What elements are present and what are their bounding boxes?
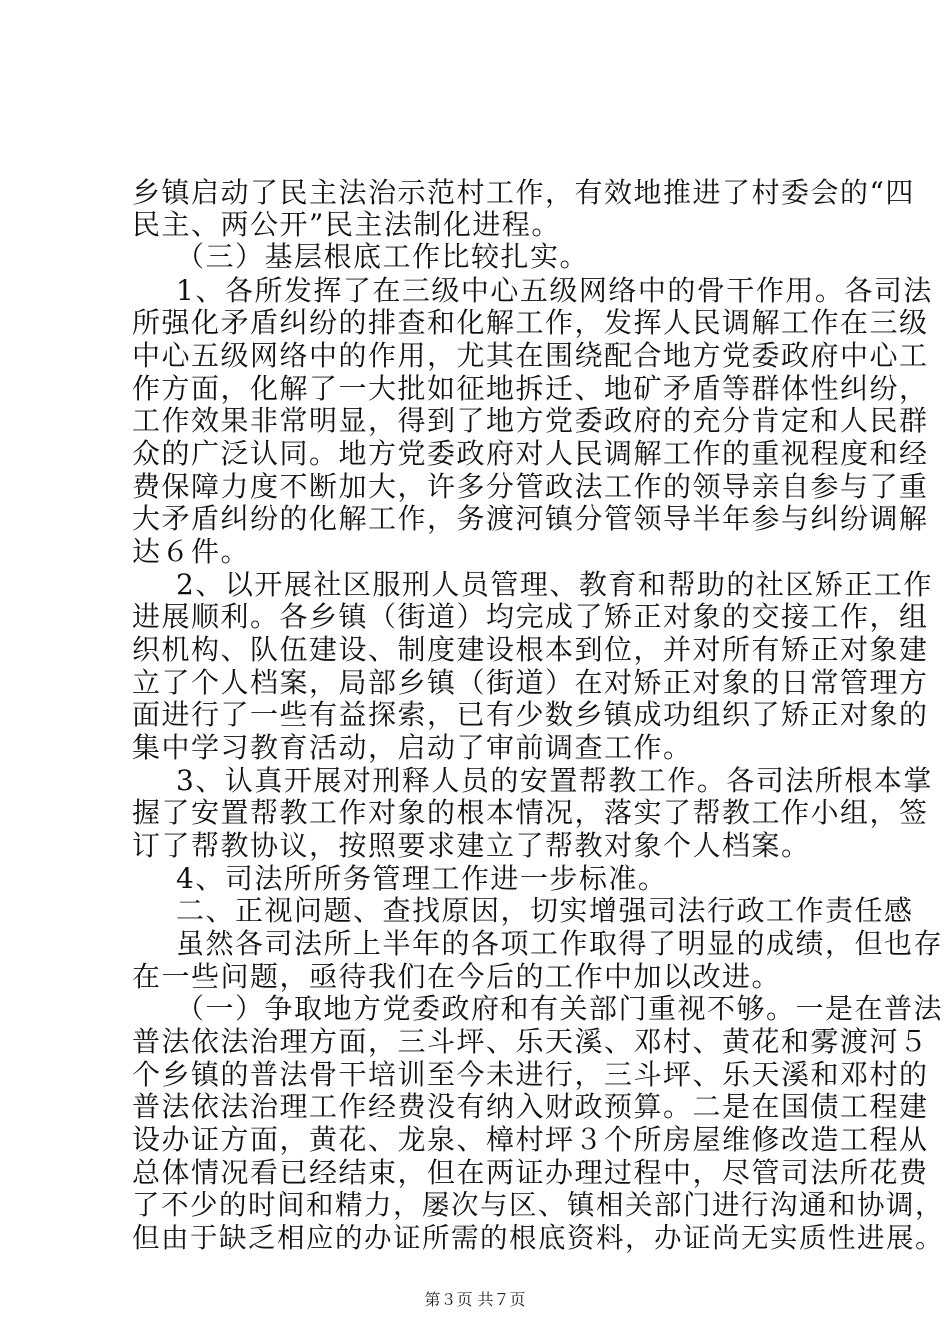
text-line: （一）争取地方党委政府和有关部门重视不够。一是在普法 (176, 992, 944, 1025)
text-line: 握了安置帮教工作对象的根本情况，落实了帮教工作小组，签 (132, 796, 929, 829)
text-line: 4、司法所所务管理工作进一步标准。 (176, 862, 668, 895)
text-line: 普法依法治理工作经费没有纳入财政预算。二是在国债工程建 (132, 1090, 929, 1123)
text-line: 3、认真开展对刑释人员的安置帮教工作。各司法所根本掌 (176, 764, 933, 797)
text-line: 进展顺利。各乡镇（街道）均完成了矫正对象的交接工作，组 (132, 600, 929, 633)
text-line: 虽然各司法所上半年的各项工作取得了明显的成绩，但也存 (176, 927, 944, 960)
text-line: 民主、两公开”民主法制化进程。 (132, 208, 561, 241)
page-number-footer: 第３页 共７页 (424, 1290, 526, 1309)
text-line: 织机构、队伍建设、制度建设根本到位，并对所有矫正对象建 (132, 633, 929, 666)
text-line: 了不少的时间和精力，屡次与区、镇相关部门进行沟通和协调， (132, 1189, 944, 1221)
text-line: 所强化矛盾纠纷的排查和化解工作，发挥人民调解工作在三级 (132, 306, 929, 339)
text-line: 工作效果非常明显，得到了地方党委政府的充分肯定和人民群 (132, 404, 929, 437)
text-line: 费保障力度不断加大，许多分管政法工作的领导亲自参与了重 (132, 470, 929, 503)
text-line: 设办证方面，黄花、龙泉、樟村坪３个所房屋维修改造工程从 (132, 1123, 929, 1156)
text-line: 集中学习教育活动，启动了审前调查工作。 (132, 731, 693, 764)
text-line: 普法依法治理方面，三斗坪、乐天溪、邓村、黄花和雾渡河５ (132, 1025, 929, 1058)
text-line: 2、以开展社区服刑人员管理、教育和帮助的社区矫正工作 (176, 568, 933, 601)
text-line: 订了帮教协议，按照要求建立了帮教对象个人档案。 (132, 829, 811, 862)
text-line: 众的广泛认同。地方党委政府对人民调解工作的重视程度和经 (132, 437, 929, 470)
text-line: 达６件。 (132, 535, 251, 568)
section-heading: （三）基层根底工作比较扎实。 (176, 240, 590, 273)
text-line: 1、各所发挥了在三级中心五级网络中的骨干作用。各司法 (176, 274, 933, 307)
text-line: 面进行了一些有益探索，已有少数乡镇成功组织了矫正对象的 (132, 698, 929, 731)
text-line: 作方面，化解了一大批如征地拆迁、地矿矛盾等群体性纠纷， (132, 372, 929, 405)
text-line: 但由于缺乏相应的办证所需的根底资料，办证尚无实质性进展。 (132, 1222, 944, 1254)
text-line: 大矛盾纠纷的化解工作，务渡河镇分管领导半年参与纠纷调解 (132, 502, 929, 535)
text-line: 在一些问题，亟待我们在今后的工作中加以改进。 (132, 960, 782, 993)
section-heading: 二、正视问题、查找原因，切实增强司法行政工作责任感 (176, 894, 914, 927)
text-line: 总体情况看已经结束，但在两证办理过程中，尽管司法所花费 (132, 1156, 929, 1189)
text-line: 个乡镇的普法骨干培训至今未进行，三斗坪、乐天溪和邓村的 (132, 1058, 929, 1091)
text-line: 乡镇启动了民主法治示范村工作，有效地推进了村委会的“四 (132, 176, 915, 209)
text-line: 中心五级网络中的作用，尤其在围绕配合地方党委政府中心工 (132, 339, 929, 372)
text-line: 立了个人档案，局部乡镇（街道）在对矫正对象的日常管理方 (132, 666, 929, 699)
